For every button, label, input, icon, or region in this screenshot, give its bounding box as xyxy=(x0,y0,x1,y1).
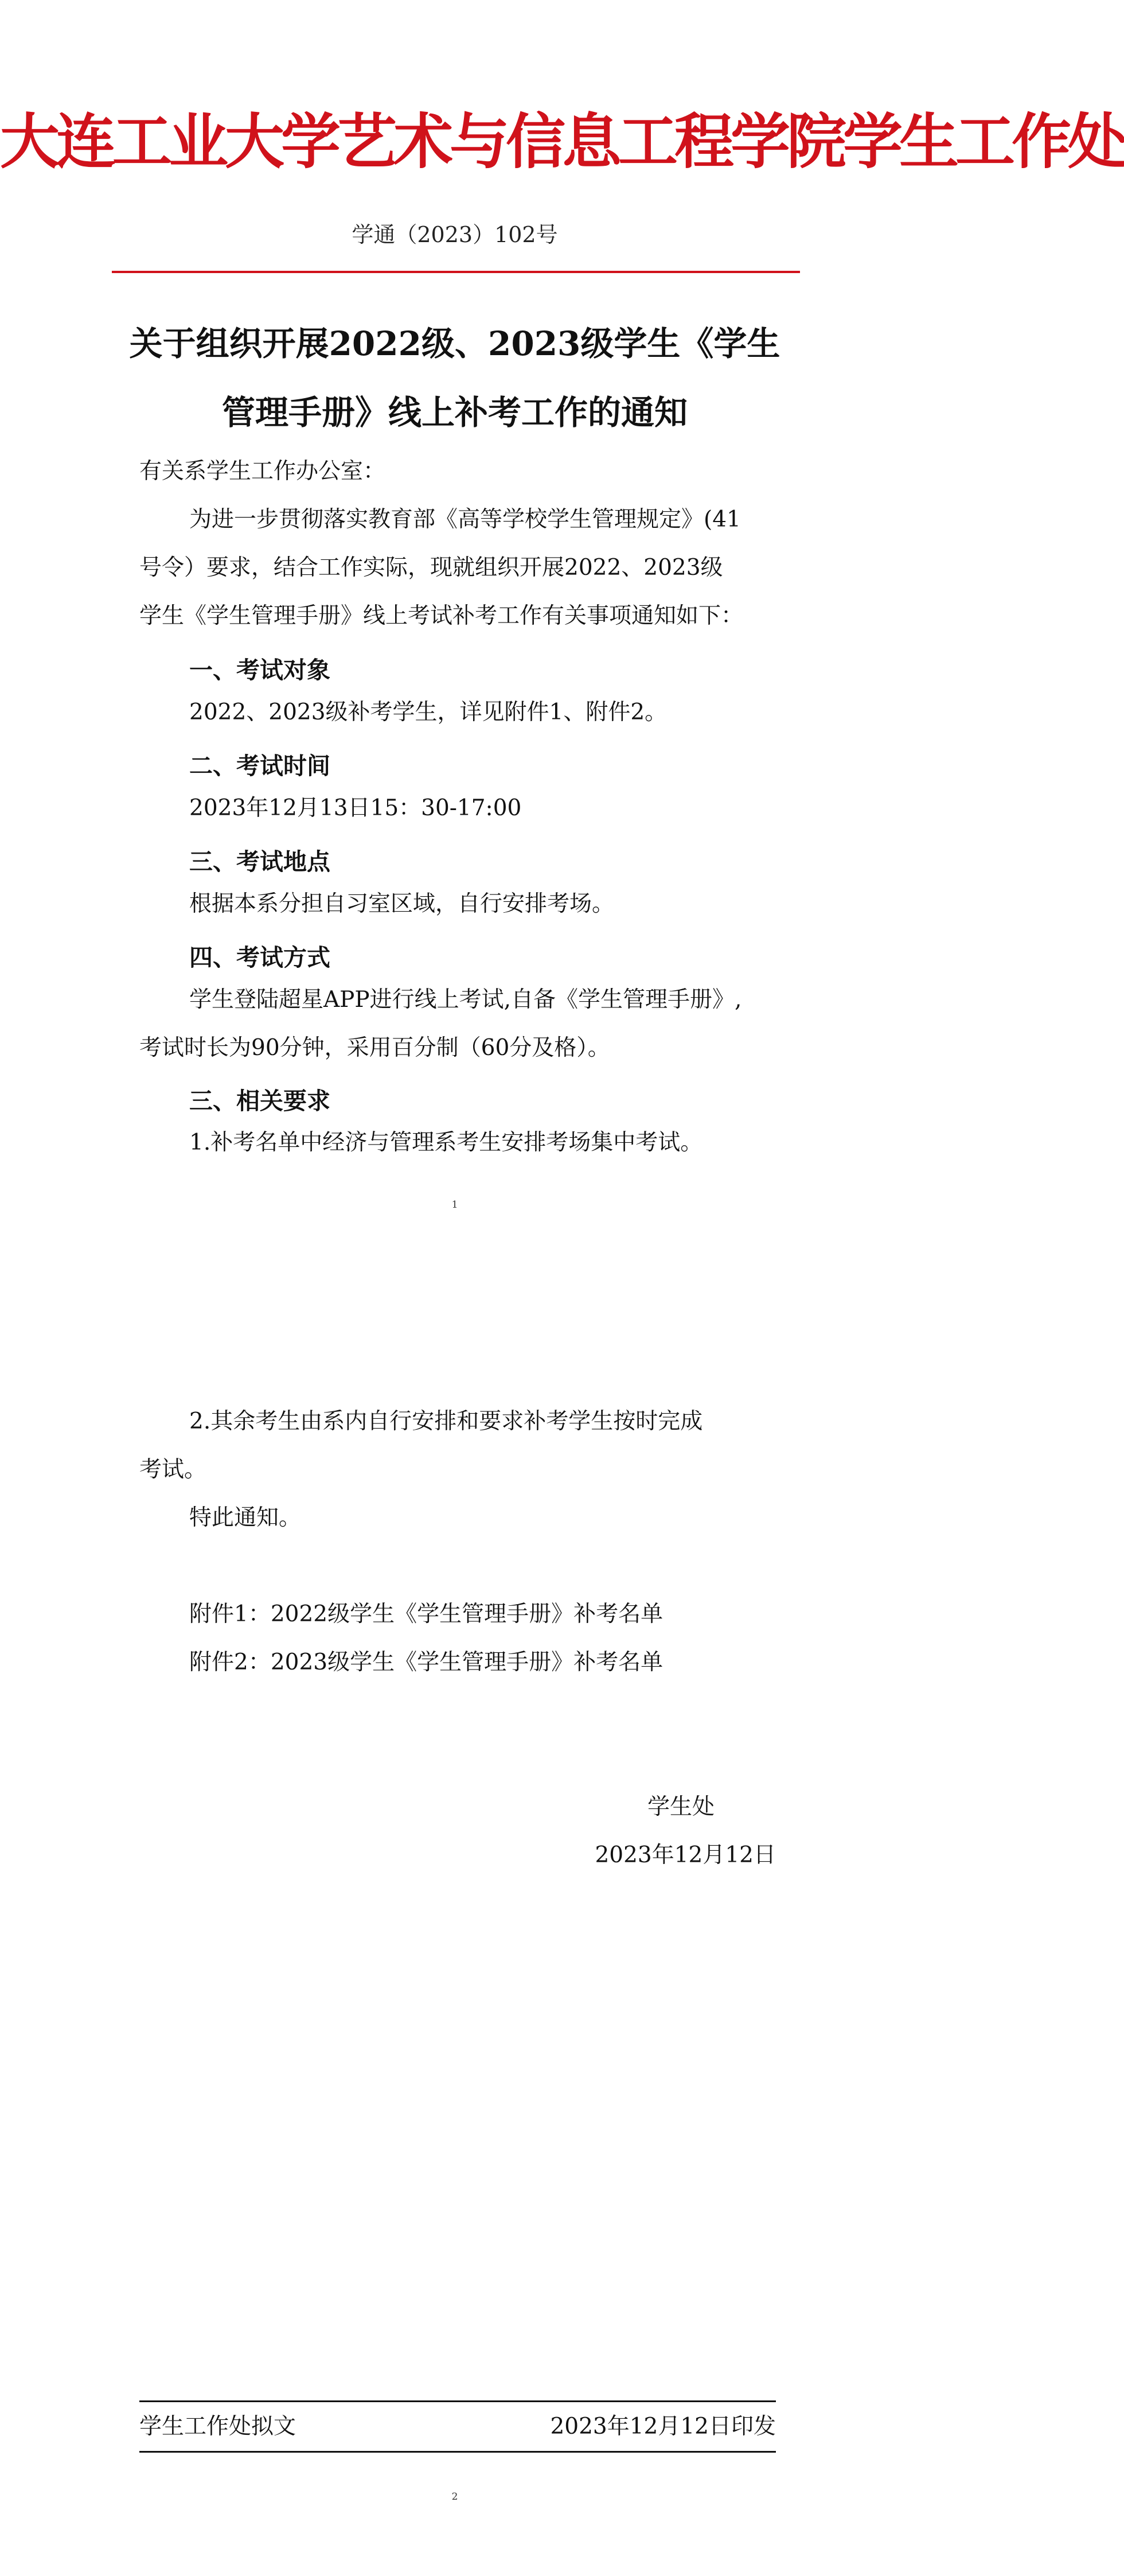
exam-target-text: 2022、2023级补考学生，详见附件1、附件2。 xyxy=(189,699,668,725)
red-header-divider xyxy=(112,271,800,273)
footer-drafter: 学生工作处拟文 xyxy=(139,2414,296,2439)
footer-top-rule xyxy=(139,2400,776,2402)
requirement-item-2-line-1: 2.其余考生由系内自行安排和要求补考学生按时完成 xyxy=(189,1408,703,1434)
notice-title-line-2: 管理手册》线上补考工作的通知 xyxy=(221,393,688,432)
intro-line-2: 号令）要求，结合工作实际，现就组织开展2022、2023级 xyxy=(139,555,723,581)
signature-office: 学生处 xyxy=(647,1794,715,1820)
section-heading-exam-target: 一、考试对象 xyxy=(189,656,330,684)
footer-bottom-rule xyxy=(139,2451,776,2453)
page-number-2: 2 xyxy=(451,2491,458,2503)
page-number-1: 1 xyxy=(451,1199,458,1211)
footer-print-date: 2023年12月12日印发 xyxy=(550,2414,776,2439)
signature-date: 2023年12月12日 xyxy=(595,1842,776,1868)
intro-line-3: 学生《学生管理手册》线上考试补考工作有关事项通知如下： xyxy=(139,603,744,629)
requirement-item-2-line-2: 考试。 xyxy=(139,1457,207,1482)
section-heading-exam-location: 三、考试地点 xyxy=(189,848,330,875)
salutation: 有关系学生工作办公室： xyxy=(139,458,386,484)
attachment-1: 附件1：2022级学生《学生管理手册》补考名单 xyxy=(189,1601,664,1627)
exam-location-text: 根据本系分担自习室区域，自行安排考场。 xyxy=(189,891,615,917)
closing-text: 特此通知。 xyxy=(189,1505,302,1531)
notice-title-line-1: 关于组织开展2022级、2023级学生《学生 xyxy=(129,324,780,363)
issuing-office-title: 大连工业大学艺术与信息工程学院学生工作处 xyxy=(0,106,1124,177)
exam-method-line-2: 考试时长为90分钟，采用百分制（60分及格）。 xyxy=(139,1035,610,1061)
section-heading-exam-time: 二、考试时间 xyxy=(189,752,330,780)
exam-method-line-1: 学生登陆超星APP进行线上考试,自备《学生管理手册》, xyxy=(189,987,742,1013)
section-heading-exam-method: 四、考试方式 xyxy=(189,944,330,971)
document-number: 学通（2023）102号 xyxy=(352,222,558,247)
requirement-item-1: 1.补考名单中经济与管理系考生安排考场集中考试。 xyxy=(189,1130,703,1155)
section-heading-requirements: 三、相关要求 xyxy=(189,1087,330,1115)
attachment-2: 附件2：2023级学生《学生管理手册》补考名单 xyxy=(189,1649,664,1675)
exam-time-text: 2023年12月13日15：30-17:00 xyxy=(189,795,522,821)
intro-line-1: 为进一步贯彻落实教育部《高等学校学生管理规定》(41 xyxy=(189,507,741,532)
